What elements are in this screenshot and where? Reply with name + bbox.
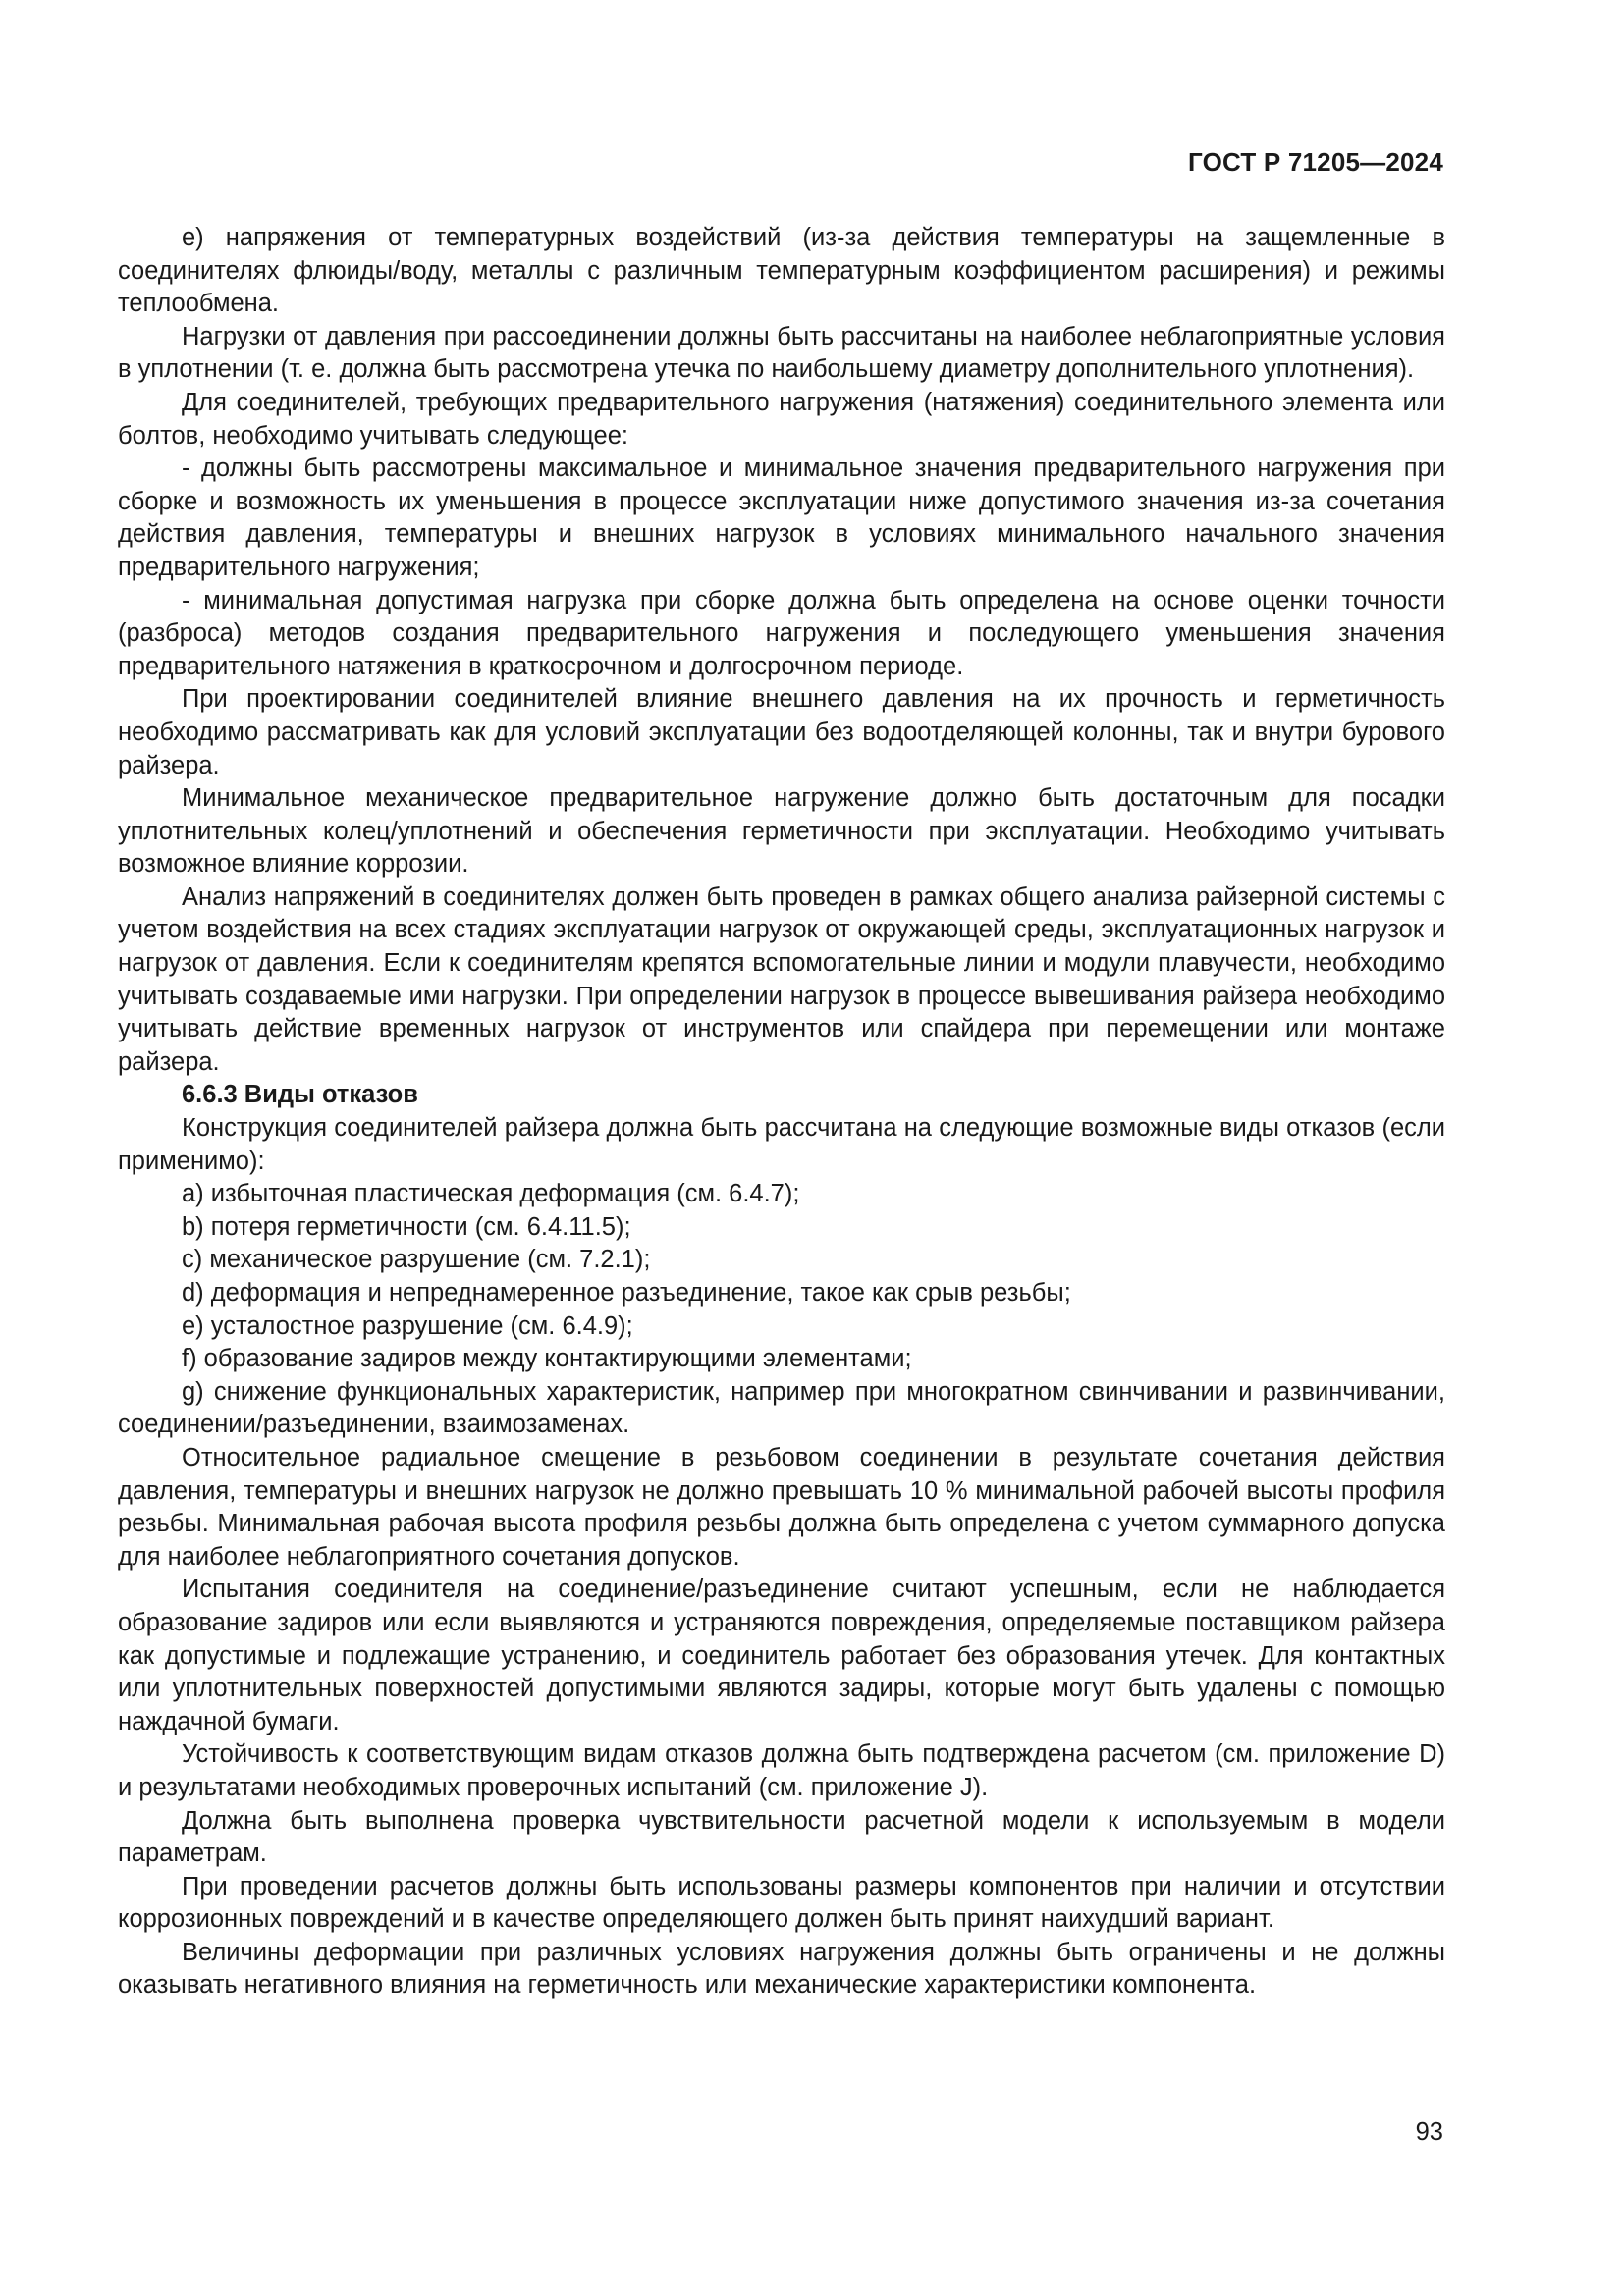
paragraph: Нагрузки от давления при рассоединении должны быть рассчитаны на наиболее неблагоприятные условия в уплотнении (т. е. должна быть рассмотрена утечка по наибольшему диаметру дополнительного уплотнения). [118,322,1445,384]
document-header: ГОСТ Р 71205—2024 [1188,147,1443,177]
list-item: d) деформация и непреднамеренное разъединение, такое как срыв резьбы; [182,1279,1071,1307]
list-item: e) усталостное разрушение (см. 6.4.9); [182,1311,633,1340]
paragraph: При проектировании соединителей влияние внешнего давления на их прочность и герметичность необходимо рассматривать как для условий эксплуатации без водоотделяющей колонны, так и внутри бурового райзера. [118,685,1445,779]
paragraph: Испытания соединителя на соединение/разъединение считают успешным, если не наблюдается образование задиров или если выявляются и устраняются повреждения, определяемые поставщиком райзера как допустимые и подлежащие устранению, и соединитель работает без образования утечек. Для контактных или уплотнительных поверхностей допустимыми являются задиры, которые могут быть удалены с помощью наждачной бумаги. [118,1575,1445,1735]
list-item: c) механическое разрушение (см. 7.2.1); [182,1246,651,1274]
list-item: f) образование задиров между контактирующими элементами; [182,1345,912,1373]
paragraph: Конструкция соединителей райзера должна быть рассчитана на следующие возможные виды отказов (если применимо): [118,1114,1445,1175]
paragraph: Минимальное механическое предварительное нагружение должно быть достаточным для посадки уплотнительных колец/уплотнений и обеспечения герметичности при эксплуатации. Необходимо учитывать возможное влияние коррозии. [118,784,1445,879]
paragraph: Относительное радиальное смещение в резьбовом соединении в результате сочетания действия давления, температуры и внешних нагрузок не должно превышать 10 % минимальной рабочей высоты профиля резьбы. Минимальная рабочая высота профиля резьбы должна быть определена с учетом суммарного допуска для наиболее неблагоприятного сочетания допусков. [118,1443,1445,1571]
list-item: b) потеря герметичности (см. 6.4.11.5); [182,1212,631,1241]
paragraph: е) напряжения от температурных воздействий (из-за действия температуры на защемленные в соединителях флюиды/воду, металлы с различным температурным коэффициентом расширения) и режимы теплообмена. [118,224,1445,318]
list-item: a) избыточная пластическая деформация (см. 6.4.7); [182,1180,800,1208]
paragraph: Для соединителей, требующих предварительного нагружения (натяжения) соединительного элемента или болтов, необходимо учитывать следующее: [118,388,1445,450]
paragraph: Устойчивость к соответствующим видам отказов должна быть подтверждена расчетом (см. приложение D) и результатами необходимых проверочных испытаний (см. приложение J). [118,1740,1445,1801]
paragraph: Величины деформации при различных условиях нагружения должны быть ограничены и не должны оказывать негативного влияния на герметичность или механические характеристики компонента. [118,1938,1445,2000]
bullet-item: - минимальная допустимая нагрузка при сборке должна быть определена на основе оценки точности (разброса) методов создания предварительного нагружения и последующего уменьшения значения предварительного натяжения в краткосрочном и долгосрочном периоде. [118,586,1445,680]
paragraph: При проведении расчетов должны быть использованы размеры компонентов при наличии и отсутствии коррозионных повреждений и в качестве определяющего должен быть принят наихудший вариант. [118,1872,1445,1934]
paragraph: Должна быть выполнена проверка чувствительности расчетной модели к используемым в модели параметрам. [118,1806,1445,1868]
section-heading: 6.6.3 Виды отказов [182,1081,418,1109]
bullet-item: - должны быть рассмотрены максимальное и минимальное значения предварительного нагружения при сборке и возможность их уменьшения в процессе эксплуатации ниже допустимого значения из-за сочетания действия давления, температуры и внешних нагрузок в условиях минимального начального значения предварительного нагружения; [118,454,1445,581]
list-item: g) снижение функциональных характеристик, например при многократном свинчивании и развинчивании, соединении/разъединении, взаимозаменах. [118,1377,1445,1439]
page-number: 93 [1415,2118,1443,2146]
document-body [118,222,1445,2002]
paragraph: Анализ напряжений в соединителях должен быть проведен в рамках общего анализа райзерной системы с учетом воздействия на всех стадиях эксплуатации нагрузок от окружающей среды, эксплуатационных нагрузок и нагрузок от давления. Если к соединителям крепятся вспомогательные линии и модули плавучести, необходимо учитывать создаваемые ими нагрузки. При определении нагрузок в процессе вывешивания райзера необходимо учитывать действие временных нагрузок от инструментов или спайдера при перемещении или монтаже райзера. [118,882,1445,1076]
